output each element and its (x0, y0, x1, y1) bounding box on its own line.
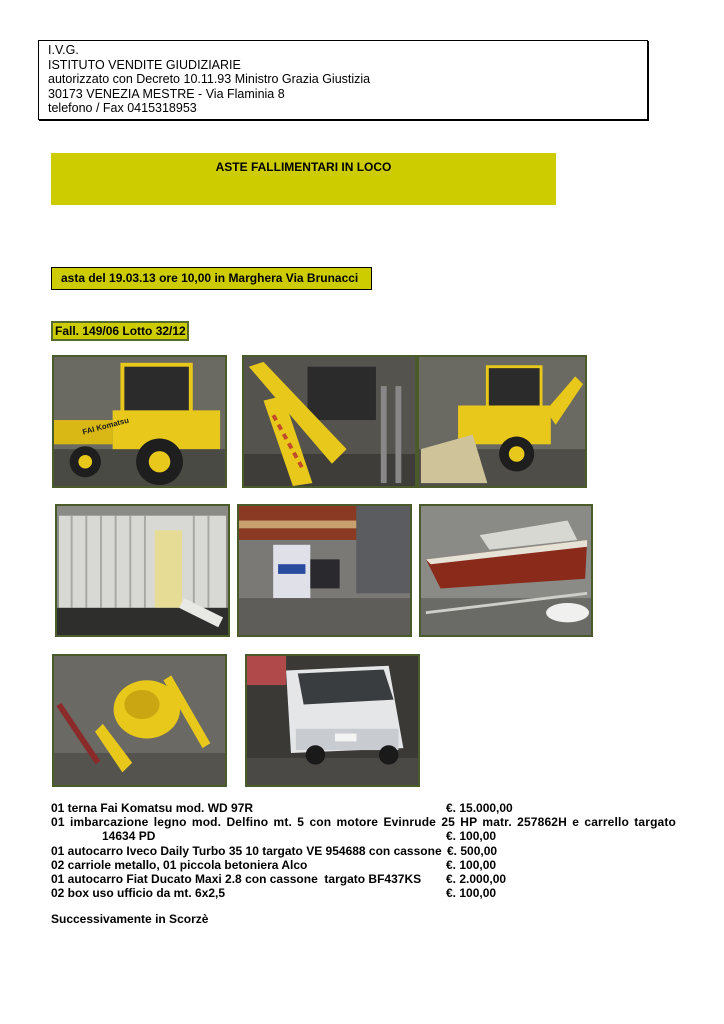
header-line-ivg: I.V.G. (48, 43, 79, 57)
item-description: 01 autocarro Fiat Ducato Maxi 2.8 con cassone targato BF437KS (51, 871, 422, 886)
header-line-phone: telefono / Fax 0415318953 (48, 101, 197, 116)
photo-office-box (55, 504, 230, 637)
item-price: €. 100,00 (446, 886, 497, 901)
header-box (38, 40, 648, 120)
item-row (51, 858, 676, 872)
item-price: €. 15.000,00 (446, 801, 513, 815)
item-description: 01 terna Fai Komatsu mod. WD 97R (51, 801, 254, 815)
item-description: 01 autocarro Iveco Daily Turbo 35 10 targato VE 954688 con cassone (51, 843, 442, 858)
item-list (51, 801, 676, 900)
photo-wooden-boat (419, 504, 593, 637)
photo-outboard-motor (237, 504, 412, 637)
item-description-continued: 14634 PD (102, 829, 156, 844)
photo-truck (245, 654, 420, 787)
photo-cement-mixer (52, 654, 227, 787)
header-line-address: 30173 VENEZIA MESTRE - Via Flaminia 8 (48, 86, 285, 101)
item-description: 01 imbarcazione legno mod. Delfino mt. 5 con motore Evinrude 25 HP matr. 257862H e carrello targato (51, 815, 676, 830)
item-price: €. 100,00 (446, 857, 497, 872)
banner-title: ASTE FALLIMENTARI IN LOCO (51, 153, 556, 205)
auction-date-box: asta del 19.03.13 ore 10,00 in Marghera Via Brunacci (51, 267, 372, 290)
item-row (51, 844, 676, 858)
item-price: €. 500,00 (447, 843, 498, 858)
item-price: €. 100,00 (446, 829, 497, 844)
item-description: 02 carriole metallo, 01 piccola betoniera Alco (51, 857, 308, 872)
photo-backhoe-rear (417, 355, 587, 488)
item-row (51, 815, 676, 843)
footer-note: Successivamente in Scorzè (51, 912, 209, 926)
photo-backhoe-front (52, 355, 227, 488)
item-row (51, 801, 676, 815)
photo-backhoe-arm (242, 355, 417, 488)
item-row (51, 886, 676, 900)
lot-label: Fall. 149/06 Lotto 32/12 (51, 321, 189, 341)
header-line-institute: ISTITUTO VENDITE GIUDIZIARIE (48, 57, 241, 72)
item-description: 02 box uso ufficio da mt. 6x2,5 (51, 886, 226, 901)
item-price: €. 2.000,00 (446, 871, 507, 886)
item-row (51, 872, 676, 886)
backhoe-brand-label: FAI Komatsu (81, 415, 130, 437)
header-line-decree: autorizzato con Decreto 10.11.93 Ministro Grazia Giustizia (48, 72, 371, 87)
